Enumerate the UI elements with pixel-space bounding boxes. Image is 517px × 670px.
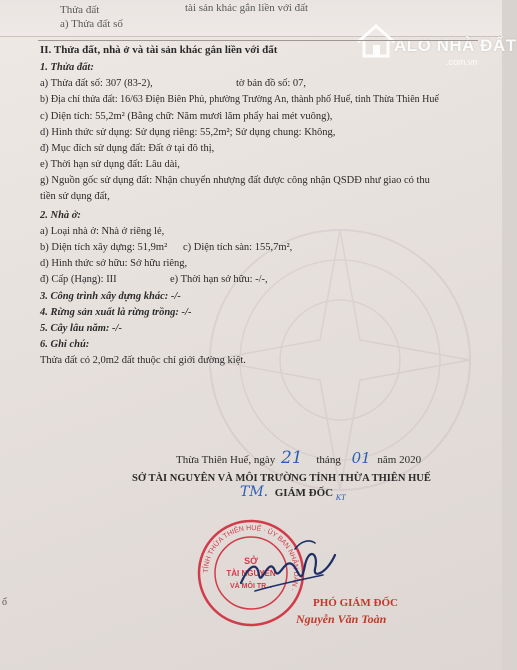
place-date xyxy=(176,448,422,468)
parcel-address: b) Địa chỉ thửa đất: 16/63 Điện Biên Phủ, phường Trường An, thành phố Huế, tỉnh Thừa Thiên Huế xyxy=(40,94,439,105)
handwritten-signature xyxy=(235,535,345,605)
section-title: II. Thửa đất, nhà ở và tài sản khác gắn liền với đất xyxy=(40,44,278,56)
land-heading: 1. Thửa đất: xyxy=(40,62,94,73)
ownership-term: e) Thời hạn sở hữu: -/-, xyxy=(170,274,268,285)
perennial-trees: 5. Cây lâu năm: -/- xyxy=(40,323,122,334)
watermark-text: ALO NHÀ ĐẤT xyxy=(394,36,517,55)
date-month-label: tháng xyxy=(316,454,341,466)
floor-area: c) Diện tích sàn: 155,7m², xyxy=(183,242,293,253)
role-suffix: KT xyxy=(335,493,346,502)
use-form: d) Hình thức sử dụng: Sử dụng riêng: 55,2m²; Sử dụng chung: Không, xyxy=(40,127,336,138)
house-heading: 2. Nhà ở: xyxy=(40,210,81,221)
other-works: 3. Công trình xây dựng khác: -/- xyxy=(40,291,181,302)
date-month: 01 xyxy=(351,449,371,467)
left-margin-mark: ổ xyxy=(2,597,7,608)
date-year: năm 2020 xyxy=(377,454,422,466)
map-sheet-number: tờ bản đồ số: 07, xyxy=(236,78,307,89)
house-grade: đ) Cấp (Hạng): III xyxy=(40,274,117,285)
top-fragment: tài sản khác gắn liền với đất xyxy=(185,2,309,14)
house-type: a) Loại nhà ở: Nhà ở riêng lẻ, xyxy=(40,226,165,237)
parcel-area: c) Diện tích: 55,2m² (Bằng chữ: Năm mươi lăm phẩy hai mét vuông), xyxy=(40,111,333,122)
watermark-subtext: .com.vn xyxy=(446,57,478,67)
signer-name: Nguyễn Văn Toàn xyxy=(296,612,387,626)
notes-text: Thửa đất có 2,0m2 đất thuộc chỉ giới đường kiệt. xyxy=(40,355,246,366)
stamp-line: TÀI NGUYÊN xyxy=(226,569,276,578)
site-watermark xyxy=(354,8,517,68)
use-term: e) Thời hạn sử dụng đất: Lâu dài, xyxy=(40,159,180,170)
director-title: GIÁM ĐỐC xyxy=(274,487,334,499)
deputy-director-title: PHÓ GIÁM ĐỐC xyxy=(313,597,398,609)
tm-handwritten: TM. xyxy=(240,484,269,500)
top-divider xyxy=(38,40,478,41)
build-area: b) Diện tích xây dựng: 51,9m² xyxy=(40,242,168,253)
use-purpose: đ) Mục đích sử dụng đất: Đất ở tại đô thị, xyxy=(40,143,215,154)
issuing-agency: SỞ TÀI NGUYÊN VÀ MÔI TRƯỜNG TỈNH THỪA THIÊN HUẾ xyxy=(132,473,431,484)
signing-role xyxy=(240,486,346,506)
house-ownership: d) Hình thức sở hữu: Sở hữu riêng, xyxy=(40,258,188,269)
place-date-prefix: Thừa Thiên Huế, ngày xyxy=(176,454,276,466)
parcel-number: a) Thửa đất số: 307 (83-2), xyxy=(40,78,153,89)
stamp-line: VÀ MÔI TR... xyxy=(230,583,272,590)
notes-heading: 6. Ghi chú: xyxy=(40,339,90,350)
stamp-line: SỞ xyxy=(244,556,258,566)
stamp-ring-text: TỈNH THỪA THIÊN HUẾ · ỦY BAN NHÂN DÂN · xyxy=(202,524,300,593)
land-origin-line1: g) Nguồn gốc sử dụng đất: Nhận chuyển nhượng đất được công nhận QSDĐ như giao có thu xyxy=(40,175,430,186)
land-origin-line2: tiền sử dụng đất, xyxy=(40,191,110,202)
top-fragment: a) Thửa đất số xyxy=(60,18,123,30)
production-forest: 4. Rừng sản xuất là rừng trồng: -/- xyxy=(40,307,192,318)
date-day: 21 xyxy=(280,448,303,468)
top-fragment: Thửa đất xyxy=(60,4,100,16)
